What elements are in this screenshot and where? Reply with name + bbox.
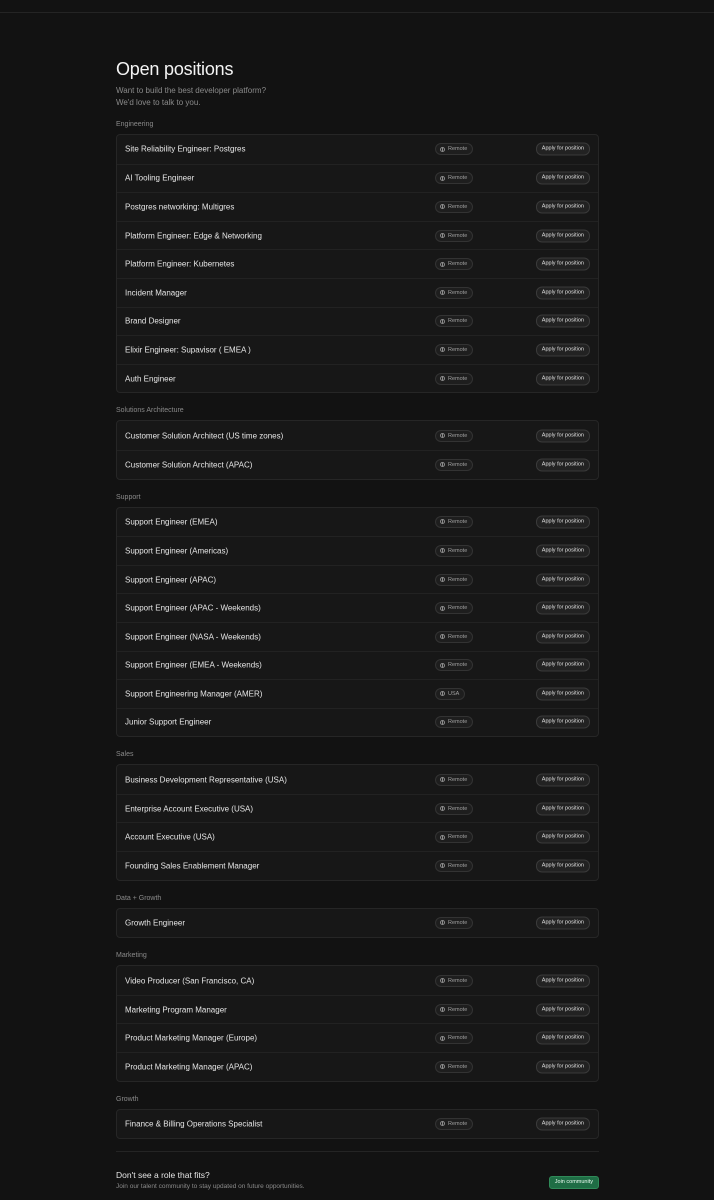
globe-icon: [440, 376, 445, 381]
location-label: Remote: [448, 605, 468, 612]
job-row[interactable]: [117, 679, 598, 708]
apply-button[interactable]: Apply for position: [536, 1003, 590, 1016]
apply-button[interactable]: Apply for position: [536, 687, 590, 700]
globe-icon: [440, 978, 445, 983]
talent-community-footer: [116, 1170, 599, 1200]
location-label: Remote: [448, 203, 468, 210]
job-title: Enterprise Account Executive (USA): [125, 804, 254, 814]
apply-button[interactable]: Apply for position: [536, 1032, 590, 1045]
job-title: Junior Support Engineer: [125, 717, 212, 727]
page-title: Open positions: [116, 59, 234, 79]
apply-button[interactable]: Apply for position: [536, 458, 590, 471]
location-badge: [435, 975, 473, 987]
location-badge: [435, 315, 473, 327]
job-title: Site Reliability Engineer: Postgres: [125, 144, 246, 154]
apply-button[interactable]: Apply for position: [536, 544, 590, 557]
department-section: [116, 407, 599, 479]
job-title: Elixir Engineer: Supavisor ( EMEA ): [125, 345, 251, 355]
job-title: AI Tooling Engineer: [125, 173, 195, 183]
job-title: Video Producer (San Francisco, CA): [125, 976, 255, 986]
location-badge: [435, 1118, 473, 1130]
job-row[interactable]: [117, 651, 598, 680]
job-title: Support Engineering Manager (AMER): [125, 689, 263, 699]
job-row[interactable]: [117, 565, 598, 594]
job-list: [116, 764, 599, 880]
globe-icon: [440, 433, 445, 438]
globe-icon: [440, 1036, 445, 1041]
location-label: USA: [448, 690, 460, 697]
job-list: [116, 1109, 599, 1140]
globe-icon: [440, 462, 445, 467]
footer-divider: [116, 1151, 599, 1152]
location-label: Remote: [448, 146, 468, 153]
job-row[interactable]: [117, 1023, 598, 1052]
location-label: Remote: [448, 289, 468, 296]
job-row[interactable]: [117, 421, 598, 450]
job-title: Product Marketing Manager (APAC): [125, 1062, 253, 1072]
location-badge: [435, 201, 473, 213]
globe-icon: [440, 519, 445, 524]
location-label: Remote: [448, 662, 468, 669]
job-title: Marketing Program Manager: [125, 1005, 227, 1015]
globe-icon: [440, 777, 445, 782]
department-section: [116, 895, 599, 939]
location-label: Remote: [448, 1120, 468, 1127]
job-row[interactable]: [117, 335, 598, 364]
job-row[interactable]: [117, 708, 598, 737]
location-label: Remote: [448, 432, 468, 439]
top-divider: [0, 12, 714, 13]
location-badge: [435, 143, 473, 155]
globe-icon: [440, 319, 445, 324]
globe-icon: [440, 920, 445, 925]
globe-icon: [440, 347, 445, 352]
location-badge: [435, 430, 473, 442]
apply-button[interactable]: Apply for position: [536, 515, 590, 528]
apply-button[interactable]: Apply for position: [536, 372, 590, 385]
location-label: Remote: [448, 776, 468, 783]
location-badge: [435, 459, 473, 471]
globe-icon: [440, 663, 445, 668]
location-badge: [435, 1061, 473, 1073]
location-badge: [435, 574, 473, 586]
apply-button[interactable]: Apply for position: [536, 773, 590, 786]
location-badge: [435, 287, 473, 299]
location-label: Remote: [448, 1035, 468, 1042]
apply-button[interactable]: Apply for position: [536, 429, 590, 442]
department-section: [116, 121, 599, 393]
job-row[interactable]: [117, 508, 598, 537]
globe-icon: [440, 147, 445, 152]
globe-icon: [440, 204, 445, 209]
job-title: Customer Solution Architect (US time zones): [125, 431, 284, 441]
job-list: [116, 507, 599, 738]
department-label: Engineering: [116, 121, 154, 128]
location-label: Remote: [448, 1006, 468, 1013]
department-label: Marketing: [116, 952, 147, 960]
department-label: Support: [116, 493, 141, 501]
job-row[interactable]: [117, 536, 598, 565]
page-subtitle: Want to build the best developer platform? We'd love to talk to you.: [116, 86, 267, 107]
department-section: [116, 494, 599, 738]
footer-text: Join our talent community to stay updated on future opportunities.: [116, 1183, 305, 1191]
location-label: Remote: [448, 719, 468, 726]
apply-button[interactable]: Apply for position: [536, 602, 590, 615]
job-title: Support Engineer (EMEA - Weekends): [125, 660, 262, 670]
job-row[interactable]: [117, 593, 598, 622]
apply-button[interactable]: Apply for position: [536, 859, 590, 872]
job-list: [116, 908, 599, 939]
department-label: Solutions Architecture: [116, 407, 184, 415]
job-row[interactable]: [117, 995, 598, 1024]
location-badge: [435, 688, 465, 700]
location-badge: [435, 917, 473, 929]
apply-button[interactable]: Apply for position: [536, 229, 590, 242]
location-label: Remote: [448, 576, 468, 583]
job-title: Platform Engineer: Kubernetes: [125, 259, 235, 269]
globe-icon: [440, 634, 445, 639]
job-row[interactable]: [117, 135, 598, 164]
job-row[interactable]: [117, 364, 598, 393]
location-label: Remote: [448, 633, 468, 640]
apply-button[interactable]: Apply for position: [536, 916, 590, 929]
location-label: Remote: [448, 547, 468, 554]
apply-button[interactable]: Apply for position: [536, 172, 590, 185]
location-badge: [435, 1004, 473, 1016]
apply-button[interactable]: Apply for position: [536, 1060, 590, 1073]
job-title: Support Engineer (EMEA): [125, 517, 218, 527]
location-badge: [435, 631, 473, 643]
department-section: [116, 1096, 599, 1140]
apply-button[interactable]: Apply for position: [536, 802, 590, 815]
globe-icon: [440, 1064, 445, 1069]
job-row[interactable]: [117, 164, 598, 193]
job-title: Product Marketing Manager (Europe): [125, 1033, 258, 1043]
globe-icon: [440, 691, 445, 696]
department-label: Sales: [116, 751, 134, 759]
location-badge: [435, 230, 473, 242]
job-title: Business Development Representative (USA): [125, 775, 287, 785]
globe-icon: [440, 835, 445, 840]
open-positions-section: [116, 58, 599, 1200]
job-list: [116, 134, 599, 393]
apply-button[interactable]: Apply for position: [536, 716, 590, 729]
apply-button[interactable]: Apply for position: [536, 831, 590, 844]
job-row[interactable]: [117, 278, 598, 307]
location-label: Remote: [448, 261, 468, 268]
globe-icon: [440, 1007, 445, 1012]
department-label: Growth: [116, 1095, 139, 1103]
globe-icon: [440, 863, 445, 868]
job-title: Support Engineer (APAC): [125, 575, 217, 585]
job-row[interactable]: [117, 794, 598, 823]
job-row[interactable]: [117, 221, 598, 250]
job-title: Brand Designer: [125, 316, 181, 326]
location-badge: [435, 172, 473, 184]
job-title: Customer Solution Architect (APAC): [125, 460, 253, 470]
location-label: Remote: [448, 461, 468, 468]
footer-title: Don't see a role that fits?: [116, 1170, 210, 1181]
location-badge: [435, 803, 473, 815]
location-badge: [435, 1032, 473, 1044]
location-badge: [435, 258, 473, 270]
location-label: Remote: [448, 919, 468, 926]
job-title: Incident Manager: [125, 288, 187, 298]
apply-button[interactable]: Apply for position: [536, 343, 590, 356]
location-label: Remote: [448, 977, 468, 984]
location-badge: [435, 516, 473, 528]
apply-button[interactable]: Apply for position: [536, 1117, 590, 1130]
job-row[interactable]: [117, 851, 598, 880]
join-community-button[interactable]: Join community: [549, 1176, 599, 1189]
location-label: Remote: [448, 862, 468, 869]
job-row[interactable]: [117, 765, 598, 794]
job-row[interactable]: [117, 1110, 598, 1139]
job-row[interactable]: [117, 192, 598, 221]
apply-button[interactable]: Apply for position: [536, 258, 590, 271]
location-badge: [435, 373, 473, 385]
job-list: [116, 420, 599, 479]
job-title: Support Engineer (Americas): [125, 546, 229, 556]
location-badge: [435, 860, 473, 872]
apply-button[interactable]: Apply for position: [536, 286, 590, 299]
globe-icon: [440, 262, 445, 267]
location-label: Remote: [448, 175, 468, 182]
globe-icon: [440, 548, 445, 553]
job-title: Auth Engineer: [125, 374, 176, 384]
apply-button[interactable]: Apply for position: [536, 315, 590, 328]
location-badge: [435, 831, 473, 843]
job-title: Postgres networking: Multigres: [125, 202, 235, 212]
job-row[interactable]: [117, 822, 598, 851]
job-title: Support Engineer (APAC - Weekends): [125, 603, 261, 613]
department-section: [116, 952, 599, 1081]
location-label: Remote: [448, 1063, 468, 1070]
location-label: Remote: [448, 834, 468, 841]
job-row[interactable]: [117, 1052, 598, 1081]
apply-button[interactable]: Apply for position: [536, 143, 590, 156]
location-label: Remote: [448, 805, 468, 812]
job-title: Founding Sales Enablement Manager: [125, 861, 260, 871]
location-label: Remote: [448, 232, 468, 239]
globe-icon: [440, 176, 445, 181]
departments-list: [116, 121, 599, 1139]
job-row[interactable]: [117, 909, 598, 938]
location-label: Remote: [448, 518, 468, 525]
job-row[interactable]: [117, 307, 598, 336]
location-badge: [435, 659, 473, 671]
globe-icon: [440, 606, 445, 611]
globe-icon: [440, 720, 445, 725]
job-list: [116, 965, 599, 1081]
department-section: [116, 751, 599, 880]
location-label: Remote: [448, 375, 468, 382]
job-row[interactable]: [117, 966, 598, 995]
job-title: Account Executive (USA): [125, 832, 215, 842]
job-title: Growth Engineer: [125, 918, 186, 928]
globe-icon: [440, 577, 445, 582]
apply-button[interactable]: Apply for position: [536, 630, 590, 643]
job-row[interactable]: [117, 622, 598, 651]
location-badge: [435, 774, 473, 786]
location-label: Remote: [448, 346, 468, 353]
job-row[interactable]: [117, 450, 598, 479]
globe-icon: [440, 290, 445, 295]
job-row[interactable]: [117, 249, 598, 278]
department-label: Data + Growth: [116, 894, 162, 902]
job-title: Platform Engineer: Edge & Networking: [125, 231, 262, 241]
apply-button[interactable]: Apply for position: [536, 659, 590, 672]
location-badge: [435, 545, 473, 557]
job-title: Finance & Billing Operations Specialist: [125, 1119, 263, 1129]
apply-button[interactable]: Apply for position: [536, 573, 590, 586]
location-badge: [435, 344, 473, 356]
location-badge: [435, 716, 473, 728]
job-title: Support Engineer (NASA - Weekends): [125, 632, 261, 642]
apply-button[interactable]: Apply for position: [536, 200, 590, 213]
globe-icon: [440, 233, 445, 238]
globe-icon: [440, 1121, 445, 1126]
location-label: Remote: [448, 318, 468, 325]
location-badge: [435, 602, 473, 614]
apply-button[interactable]: Apply for position: [536, 974, 590, 987]
globe-icon: [440, 806, 445, 811]
